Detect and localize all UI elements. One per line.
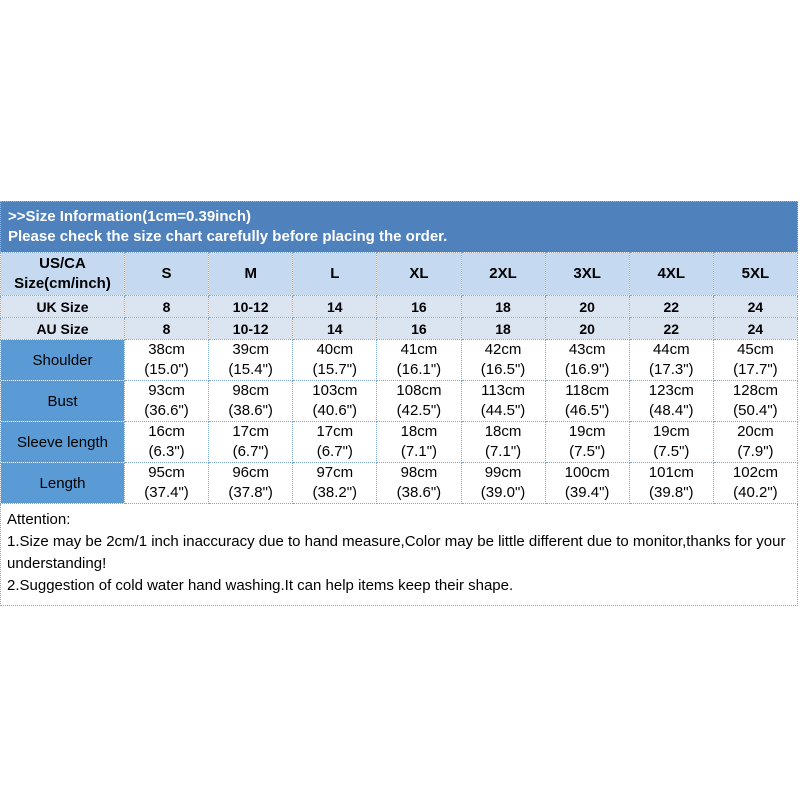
- measurement-cell: [377, 463, 461, 504]
- uk-size-label: UK Size: [1, 296, 125, 318]
- measurement-cell: [377, 381, 461, 422]
- inch-value: (37.8"): [228, 484, 273, 501]
- cm-value: 43cm: [568, 341, 606, 358]
- measurement-cell: [125, 463, 209, 504]
- cm-value: 108cm: [396, 382, 442, 399]
- cm-value: 17cm: [232, 423, 270, 440]
- measurement-cell: [545, 463, 629, 504]
- measurement-cell: [461, 463, 545, 504]
- inch-value: (40.6"): [312, 402, 358, 419]
- uk-size-cell: 18: [461, 296, 545, 318]
- inch-value: (6.3"): [148, 443, 185, 460]
- inch-value: (17.3"): [649, 361, 694, 378]
- cm-value: 103cm: [312, 382, 358, 399]
- measurement-cell: [125, 340, 209, 381]
- au-size-cell: 10-12: [209, 318, 293, 340]
- cm-value: 128cm: [732, 382, 778, 399]
- measurement-cell: [293, 463, 377, 504]
- au-size-row: [1, 318, 798, 340]
- cm-value: 19cm: [568, 423, 606, 440]
- inch-value: (42.5"): [396, 402, 442, 419]
- uk-size-cell: 22: [629, 296, 713, 318]
- inch-value: (7.1"): [484, 443, 522, 460]
- inch-value: (48.4"): [649, 402, 694, 419]
- measurement-cell: [545, 381, 629, 422]
- cm-value: 17cm: [316, 423, 354, 440]
- sleeve-length-row-label: Sleeve length: [1, 422, 125, 463]
- measurement-cell: [209, 340, 293, 381]
- size-info-banner: [0, 201, 798, 252]
- au-size-cell: 16: [377, 318, 461, 340]
- cm-value: 20cm: [737, 423, 774, 440]
- size-col-header: 4XL: [629, 253, 713, 296]
- inch-value: (38.6"): [396, 484, 442, 501]
- size-col-header: 5XL: [713, 253, 797, 296]
- au-size-cell: 18: [461, 318, 545, 340]
- cm-value: 102cm: [732, 464, 778, 481]
- cm-value: 96cm: [232, 464, 270, 481]
- inch-value: (39.4"): [564, 484, 610, 501]
- measurement-cell: [461, 340, 545, 381]
- inch-value: (38.2"): [312, 484, 358, 501]
- measurement-cell: [629, 381, 713, 422]
- measurement-cell: [629, 340, 713, 381]
- attention-section: [0, 504, 798, 606]
- cm-value: 113cm: [481, 382, 526, 399]
- cm-value: 39cm: [232, 341, 270, 358]
- measurement-cell: [293, 381, 377, 422]
- attention-title: Attention:: [7, 511, 71, 528]
- inch-value: (7.5"): [569, 443, 606, 460]
- measurement-cell: [545, 340, 629, 381]
- uk-size-cell: 8: [125, 296, 209, 318]
- cm-value: 18cm: [400, 423, 438, 440]
- cm-value: 45cm: [737, 341, 774, 358]
- inch-value: (7.5"): [653, 443, 690, 460]
- sleeve-length-row: [1, 422, 798, 463]
- cm-value: 100cm: [564, 464, 610, 481]
- inch-value: (7.9"): [737, 443, 774, 460]
- au-size-cell: 24: [713, 318, 797, 340]
- cm-value: 42cm: [484, 341, 522, 358]
- cm-value: 16cm: [148, 423, 185, 440]
- length-row-label: Length: [1, 463, 125, 504]
- measurement-cell: [629, 463, 713, 504]
- length-row: [1, 463, 798, 504]
- size-col-header: XL: [377, 253, 461, 296]
- measurement-cell: [293, 422, 377, 463]
- measurement-cell: [713, 381, 797, 422]
- measurement-cell: [545, 422, 629, 463]
- au-size-label: AU Size: [1, 318, 125, 340]
- attention-line1: 1.Size may be 2cm/1 inch inaccuracy due to hand measure,Color may be little different due to monitor,thanks for your understanding!: [7, 533, 786, 572]
- size-col-header: S: [125, 253, 209, 296]
- cm-value: 99cm: [484, 464, 522, 481]
- measurement-cell: [713, 463, 797, 504]
- size-info-sheet: [0, 201, 798, 606]
- measurement-cell: [377, 340, 461, 381]
- uk-size-cell: 14: [293, 296, 377, 318]
- uk-size-cell: 16: [377, 296, 461, 318]
- size-col-header: 2XL: [461, 253, 545, 296]
- cm-value: 38cm: [148, 341, 185, 358]
- size-chart-table: [0, 252, 798, 504]
- cm-value: 98cm: [400, 464, 438, 481]
- inch-value: (6.7"): [316, 443, 353, 460]
- cm-value: 40cm: [316, 341, 354, 358]
- cm-value: 93cm: [148, 382, 185, 399]
- measurement-cell: [629, 422, 713, 463]
- measurement-cell: [713, 340, 797, 381]
- inch-value: (16.1"): [396, 361, 442, 378]
- attention-line2: 2.Suggestion of cold water hand washing.It can help items keep their shape.: [7, 577, 514, 594]
- inch-value: (36.6"): [144, 402, 189, 419]
- measurement-cell: [125, 381, 209, 422]
- inch-value: (46.5"): [564, 402, 610, 419]
- inch-value: (6.7"): [232, 443, 269, 460]
- au-size-cell: 14: [293, 318, 377, 340]
- uk-size-cell: 24: [713, 296, 797, 318]
- bust-row-label: Bust: [1, 381, 125, 422]
- au-size-cell: 22: [629, 318, 713, 340]
- cm-value: 44cm: [652, 341, 690, 358]
- cm-value: 18cm: [484, 423, 522, 440]
- banner-subtitle: Please check the size chart carefully before placing the order.: [8, 228, 448, 245]
- size-col-header: M: [209, 253, 293, 296]
- inch-value: (16.5"): [480, 361, 526, 378]
- inch-value: (16.9"): [564, 361, 610, 378]
- corner-header-line2: Size(cm/inch): [14, 275, 111, 292]
- cm-value: 101cm: [648, 464, 694, 481]
- measurement-cell: [713, 422, 797, 463]
- au-size-cell: 8: [125, 318, 209, 340]
- inch-value: (44.5"): [480, 402, 526, 419]
- size-header-row: [1, 253, 798, 296]
- inch-value: (40.2"): [733, 484, 778, 501]
- uk-size-cell: 10-12: [209, 296, 293, 318]
- inch-value: (50.4"): [733, 402, 778, 419]
- inch-value: (15.7"): [312, 361, 358, 378]
- inch-value: (39.8"): [649, 484, 694, 501]
- uk-size-cell: 20: [545, 296, 629, 318]
- banner-title: >>Size Information(1cm=0.39inch): [8, 208, 251, 225]
- cm-value: 41cm: [400, 341, 438, 358]
- measurement-cell: [461, 422, 545, 463]
- inch-value: (38.6"): [228, 402, 273, 419]
- measurement-cell: [293, 340, 377, 381]
- au-size-cell: 20: [545, 318, 629, 340]
- shoulder-row: [1, 340, 798, 381]
- size-col-header: 3XL: [545, 253, 629, 296]
- size-col-header: L: [293, 253, 377, 296]
- inch-value: (17.7"): [733, 361, 778, 378]
- cm-value: 118cm: [565, 382, 610, 399]
- inch-value: (39.0"): [480, 484, 526, 501]
- measurement-cell: [209, 381, 293, 422]
- bust-row: [1, 381, 798, 422]
- corner-header-cell: [1, 253, 125, 296]
- inch-value: (15.0"): [144, 361, 189, 378]
- inch-value: (37.4"): [144, 484, 189, 501]
- cm-value: 98cm: [232, 382, 270, 399]
- cm-value: 97cm: [316, 464, 354, 481]
- shoulder-row-label: Shoulder: [1, 340, 125, 381]
- uk-size-row: [1, 296, 798, 318]
- measurement-cell: [377, 422, 461, 463]
- measurement-cell: [125, 422, 209, 463]
- cm-value: 123cm: [648, 382, 694, 399]
- measurement-cell: [461, 381, 545, 422]
- measurement-cell: [209, 463, 293, 504]
- cm-value: 19cm: [652, 423, 690, 440]
- measurement-cell: [209, 422, 293, 463]
- inch-value: (15.4"): [228, 361, 273, 378]
- cm-value: 95cm: [148, 464, 185, 481]
- inch-value: (7.1"): [400, 443, 438, 460]
- corner-header-line1: US/CA: [39, 255, 86, 272]
